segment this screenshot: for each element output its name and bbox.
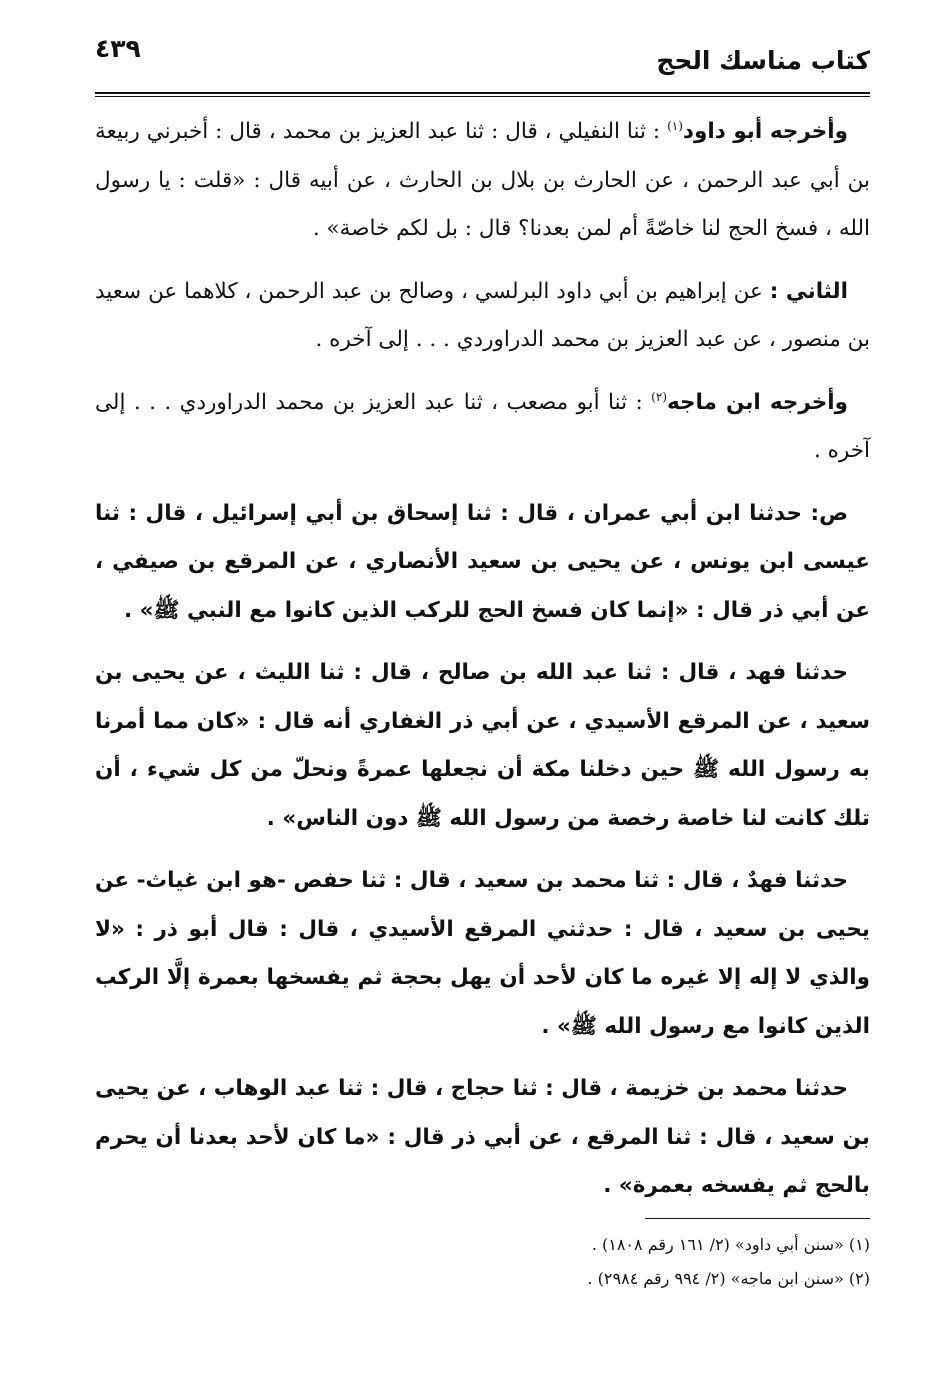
footnote-marker: (٢)	[651, 389, 667, 404]
footnote-rule	[645, 1218, 870, 1219]
paragraph-lead: وأخرجه أبو داود	[682, 119, 848, 144]
paragraph-second	[95, 268, 870, 365]
footnotes	[95, 1228, 870, 1296]
hadith-paragraph: حدثنا فهد ، قال : ثنا عبد الله بن صالح ، قال : ثنا الليث ، عن يحيى بن سعيد ، عن المرقع الأسيدي ، عن أبي ذر الغفاري أنه قال : «كان مما أمرنا به رسول الله ﷺ حين دخلنا مكة أن نجعلها عمرةً ونحلّ من كل شيء ، أن تلك كانت لنا خاصة رخصة من رسول الله ﷺ دون الناس» .	[95, 660, 870, 831]
header-rule-thin	[95, 96, 870, 97]
page-header	[95, 28, 870, 90]
paragraph-ibn-majah	[95, 379, 870, 476]
paragraph-lead: الثاني :	[769, 278, 848, 304]
hadith-paragraph: حدثنا فهدٌ ، قال : ثنا محمد بن سعيد ، قال : ثنا حفص -هو ابن غياث- عن يحيى بن سعيد ، قال : حدثني المرقع الأسيدي ، قال : قال أبو ذر : «لا والذي لا إله إلا غيره ما كان لأحد أن يهل بحجة ثم يفسخها بعمرة إلَّا الركب الذين كانوا مع رسول الله ﷺ» .	[95, 868, 870, 1039]
hadith-paragraph: ص: حدثنا ابن أبي عمران ، قال : ثنا إسحاق بن أبي إسرائيل ، قال : ثنا عيسى ابن يونس ، عن يحيى بن سعيد الأنصاري ، عن المرقع بن صيفي ، عن أبي ذر قال : «إنما كان فسخ الحج للركب الذين كانوا مع النبي ﷺ» .	[95, 500, 870, 623]
footnote-marker: (١)	[667, 118, 683, 133]
hadith-paragraph: حدثنا محمد بن خزيمة ، قال : ثنا حجاج ، قال : ثنا عبد الوهاب ، عن يحيى بن سعيد ، قال : ثنا المرقع ، عن أبي ذر قال : «ما كان لأحد بعدنا أن يحرم بالحج ثم يفسخه بعمرة» .	[95, 1076, 870, 1198]
footnote-item: (١) «سنن أبي داود» (٢/ ١٦١ رقم ١٨٠٨) .	[591, 1235, 870, 1254]
paragraph-text: : ثنا أبو مصعب ، ثنا عبد العزيز بن محمد الدراوردي . . . إلى آخره .	[95, 389, 870, 463]
page-number: ٤٣٩	[95, 34, 141, 63]
footnote-item: (٢) «سنن ابن ماجه» (٢/ ٩٩٤ رقم ٢٩٨٤) .	[587, 1269, 870, 1288]
paragraph-lead: وأخرجه ابن ماجه	[667, 389, 848, 415]
page-body	[95, 108, 870, 1225]
paragraph-abu-dawud	[95, 108, 870, 254]
book-title: كتاب مناسك الحج	[656, 46, 870, 75]
header-rule	[95, 92, 870, 94]
paragraph-text: : ثنا النفيلي ، قال : ثنا عبد العزيز بن محمد ، قال : أخبرني ربيعة بن أبي عبد الرحمن ، عن الحارث بن بلال بن الحارث ، عن أبيه قال : «قلت : يا رسول الله ، فسخ الحج لنا خاصّةً أم لمن بعدنا؟ قال : بل لكم خاصة» .	[95, 119, 870, 241]
paragraph-text: عن إبراهيم بن أبي داود البرلسي ، وصالح بن عبد الرحمن ، كلاهما عن سعيد بن منصور ، عن عبد العزيز بن محمد الدراوردي . . . إلى آخره .	[95, 278, 870, 352]
